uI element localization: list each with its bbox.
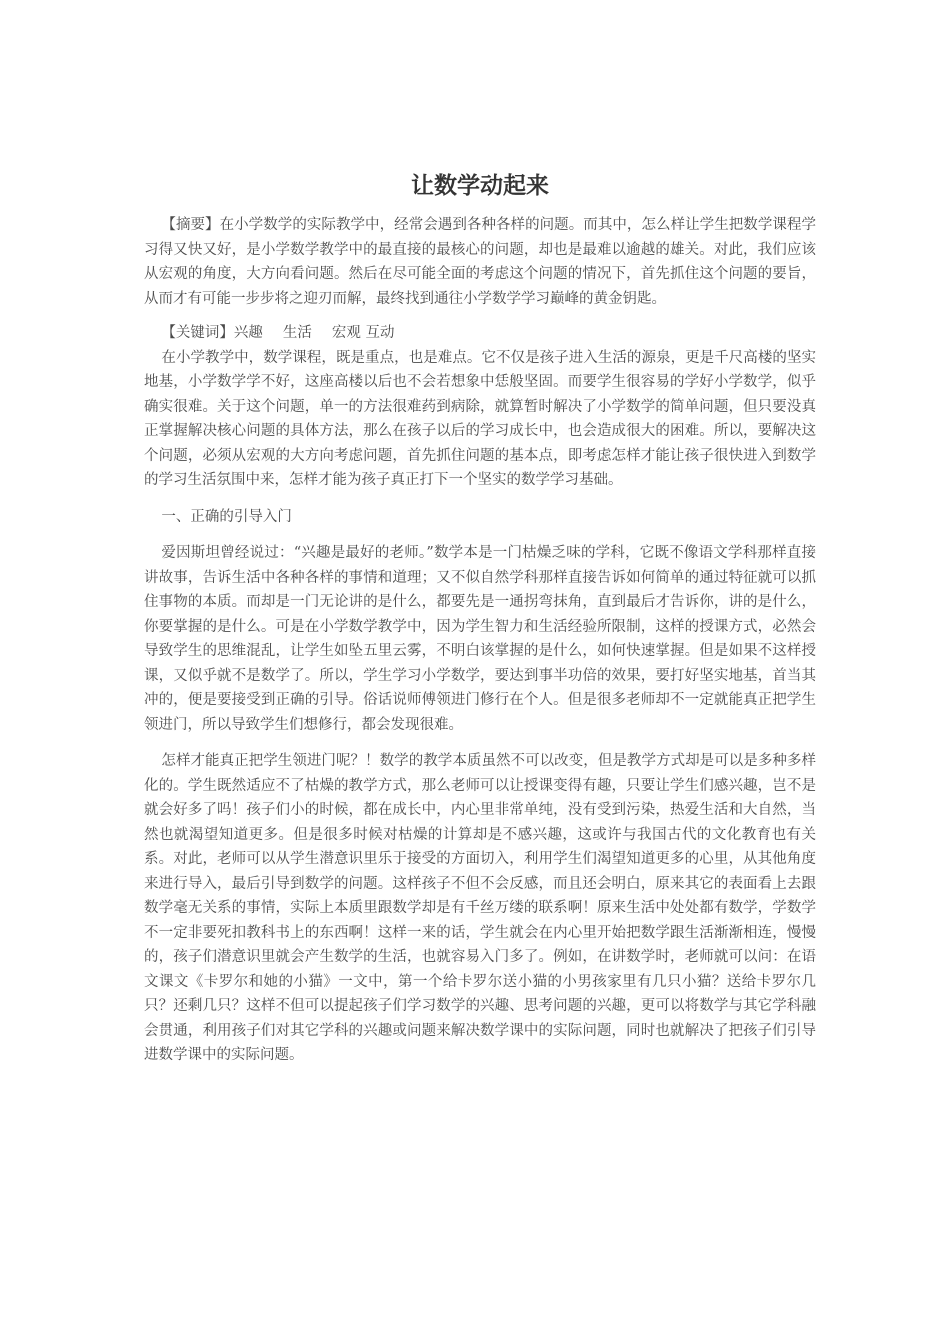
keywords-line xyxy=(144,321,816,346)
body-paragraph-1: 爱因斯坦曾经说过：“兴趣是最好的老师。”数学本是一门枯燥乏味的学科，它既不像语文学科那样直接讲故事，告诉生活中各种各样的事情和道理；又不似自然学科那样直接告诉如何简单的通过特征就可以抓住事物的本质。而却是一门无论讲的是什么，都要先是一通拐弯抹角，直到最后才告诉你，讲的是什么，你要掌握的是什么。可是在小学数学教学中，因为学生智力和生活经验所限制，这样的授课方式，必然会导致学生的思维混乱，让学生如坠五里云雾，不明白该掌握的是什么，如何快速掌握。但是如果不这样授课，又似乎就不是数学了。所以，学生学习小学数学，要达到事半功倍的效果，要打好坚实地基，首当其冲的，便是要接受到正确的引导。俗话说师傅领进门修行在个人。但是很多老师却不一定就能真正把学生领进门，所以导致学生们想修行，都会发现很难。 xyxy=(144,545,816,733)
document-page xyxy=(144,0,816,1068)
keywords-label: 【关键词】兴趣 xyxy=(161,325,263,341)
document-title: 让数学动起来 xyxy=(411,173,549,199)
abstract-paragraph: 【摘要】在小学数学的实际教学中，经常会遇到各种各样的问题。而其中，怎么样让学生把数学课程学习得又快又好，是小学数学教学中的最直接的最核心的问题，却也是最难以逾越的雄关。对此，我们应该从宏观的角度，大方向看问题。然后在尽可能全面的考虑这个问题的情况下，首先抓住这个问题的要旨，从而才有可能一步步将之迎刃而解，最终找到通往小学数学学习巅峰的黄金钥匙。 xyxy=(144,217,816,307)
section-heading: 一、正确的引导入门 xyxy=(161,508,292,525)
intro-paragraph: 在小学教学中，数学课程，既是重点，也是难点。它不仅是孩子进入生活的源泉，更是千尺高楼的坚实地基，小学数学学不好，这座高楼以后也不会若想象中恁般坚固。而要学生很容易的学好小学数学，似乎确实很难。关于这个问题，单一的方法很难药到病除，就算暂时解决了小学数学的简单问题，但只要没真正掌握解决核心问题的具体方法，那么在孩子以后的学习成长中，也会造成很大的困难。所以，要解决这个问题，必须从宏观的大方向考虑问题，首先抓住问题的基本点，即考虑怎样才能让孩子很快进入到数学的学习生活氛围中来，怎样才能为孩子真正打下一个坚实的数学学习基础。 xyxy=(144,349,816,488)
keyword-life: 生活 xyxy=(282,325,312,341)
body-paragraph-2: 怎样才能真正把学生领进门呢？！数学的教学本质虽然不可以改变，但是教学方式却是可以是多种多样化的。学生既然适应不了枯燥的教学方式，那么老师可以让授课变得有趣，只要让学生们感兴趣，岂不是就会好多了吗！孩子们小的时候，都在成长中，内心里非常单纯，没有受到污染，热爱生活和大自然，当然也就渴望知道更多。但是很多时候对枯燥的计算却是不感兴趣，这或许与我国古代的文化教育也有关系。对此，老师可以从学生潜意识里乐于接受的方面切入，利用学生们渴望知道更多的心里，从其他角度来进行导入，最后引导到数学的问题。这样孩子不但不会反感，而且还会明白，原来其它的表面看上去跟数学毫无关系的事情，实际上本质里跟数学却是有千丝万缕的联系啊！原来生活中处处都有数学，学数学不一定非要死扣教科书上的东西啊！这样一来的话，学生就会在内心里开始把数学跟生活渐渐相连，慢慢的，孩子们潜意识里就会产生数学的生活，也就容易入门多了。例如，在讲数学时，老师就可以问：在语文课文《卡罗尔和她的小猫》一文中，第一个给卡罗尔送小猫的小男孩家里有几只小猫？送给卡罗尔几只？还剩几只？这样不但可以提起孩子们学习数学的兴趣、思考问题的兴趣，更可以将数学与其它学科融会贯通，利用孩子们对其它学科的兴趣或问题来解决数学课中的实际问题，同时也就解决了把孩子们引导进数学课中的实际问题。 xyxy=(144,753,816,1063)
keyword-macro-interaction: 宏观 互动 xyxy=(331,325,395,341)
